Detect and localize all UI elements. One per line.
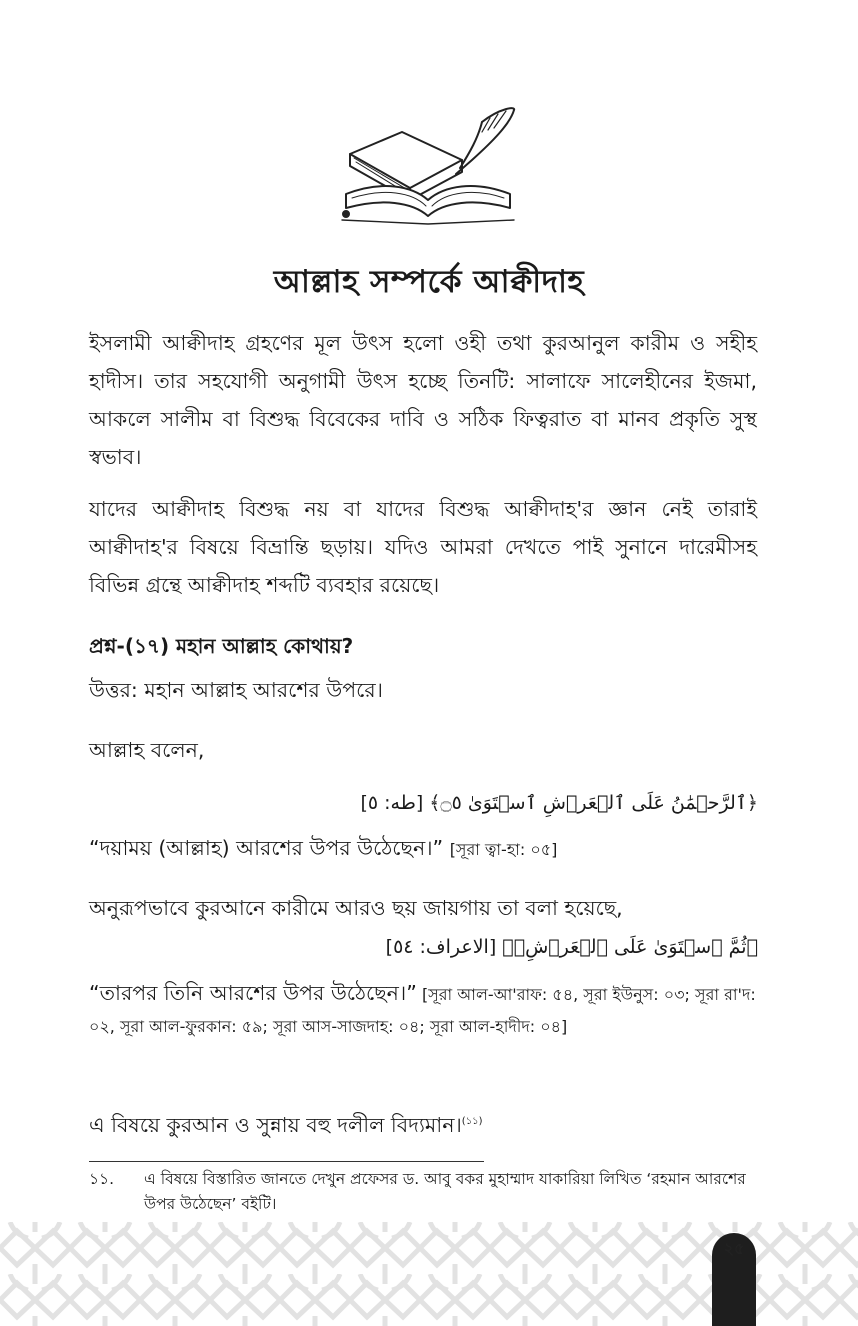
translation-2 bbox=[89, 977, 757, 1043]
page-number: ২৫ bbox=[723, 1239, 745, 1258]
allah-says-text: আল্লাহ বলেন, bbox=[89, 738, 205, 762]
answer-text: উত্তর: মহান আল্লাহ আরশের উপরে। bbox=[89, 678, 383, 702]
similar-verses-text: অনুরূপভাবে কুরআনে কারীমে আরও ছয় জায়গায় তা বলা হয়েছে, bbox=[89, 896, 623, 920]
question-heading: প্রশ্ন-(১৭) মহান আল্লাহ কোথায়? bbox=[89, 634, 354, 658]
footnote-number: ১১. bbox=[89, 1170, 115, 1188]
second-paragraph: যাদের আক্বীদাহ বিশুদ্ধ নয় বা যাদের বিশুদ্ধ আক্বীদাহ'র জ্ঞান নেই তারাই আক্বীদাহ'র বিষয়ে বিভ্রান্তি ছড়ায়। যদিও আমরা দেখতে পাই সুনানে দারেমীসহ বিভিন্ন গ্রন্থে আক্বীদাহ শব্দটি ব্যবহার রয়েছে। bbox=[89, 497, 757, 597]
reference-2: [সূরা আল-আ'রাফ: ৫৪, সূরা ইউনুস: ০৩; সূরা রা'দ: ০২, সূরা আল-ফুরকান: ৫৯; সূরা আস-সাজদাহ: ০৪; সূরা আল-হাদীদ: ০৪] bbox=[89, 985, 756, 1036]
book-and-quill-icon bbox=[332, 102, 522, 230]
translation-1 bbox=[89, 833, 557, 867]
arabic-verse-1: ﴿ٱلرَّحۡمَٰنُ عَلَى ٱلۡعَرۡشِ ٱسۡتَوَىٰ ۝٥﴾ [طه: ٥] bbox=[360, 792, 758, 814]
footnote-divider bbox=[89, 1161, 484, 1162]
reference-1: [সূরা ত্বা-হা: ০৫] bbox=[449, 840, 558, 859]
page-title: আল্লাহ সম্পর্কে আক্বীদাহ bbox=[273, 264, 585, 300]
translation-1-text: “দয়াময় (আল্লাহ) আরশের উপর উঠেছেন।” bbox=[89, 836, 444, 860]
footnote-text: এ বিষয়ে বিস্তারিত জানতে দেখুন প্রফেসর ড. আবু বকর মুহাম্মাদ যাকারিয়া লিখিত ‘রহমান আরশের উপর উঠেছেন’ বইটি। bbox=[144, 1170, 746, 1213]
final-text-body: এ বিষয়ে কুরআন ও সুন্নায় বহু দলীল বিদ্যমান। bbox=[89, 1113, 462, 1137]
footnote-mark: (১১) bbox=[461, 1116, 483, 1128]
final-text bbox=[89, 1110, 483, 1144]
translation-2-text: “তারপর তিনি আরশের উপর উঠেছেন।” bbox=[89, 981, 417, 1005]
arabic-verse-2: ﴿ثُمَّ ٱسۡتَوَىٰ عَلَى ٱلۡعَرۡشِۖ﴾ [الاعراف: ٥٤] bbox=[385, 936, 758, 958]
intro-paragraph: ইসলামী আক্বীদাহ গ্রহণের মূল উৎস হলো ওহী তথা কুরআনুল কারীম ও সহীহ হাদীস। তার সহযোগী অনুগামী উৎস হচ্ছে তিনটি: সালাফে সালেহীনের ইজমা, আকলে সালীম বা বিশুদ্ধ বিবেকের দাবি ও সঠিক ফিত্বরাত বা মানব প্রকৃতি সুস্থ স্বভাব। bbox=[89, 331, 757, 469]
